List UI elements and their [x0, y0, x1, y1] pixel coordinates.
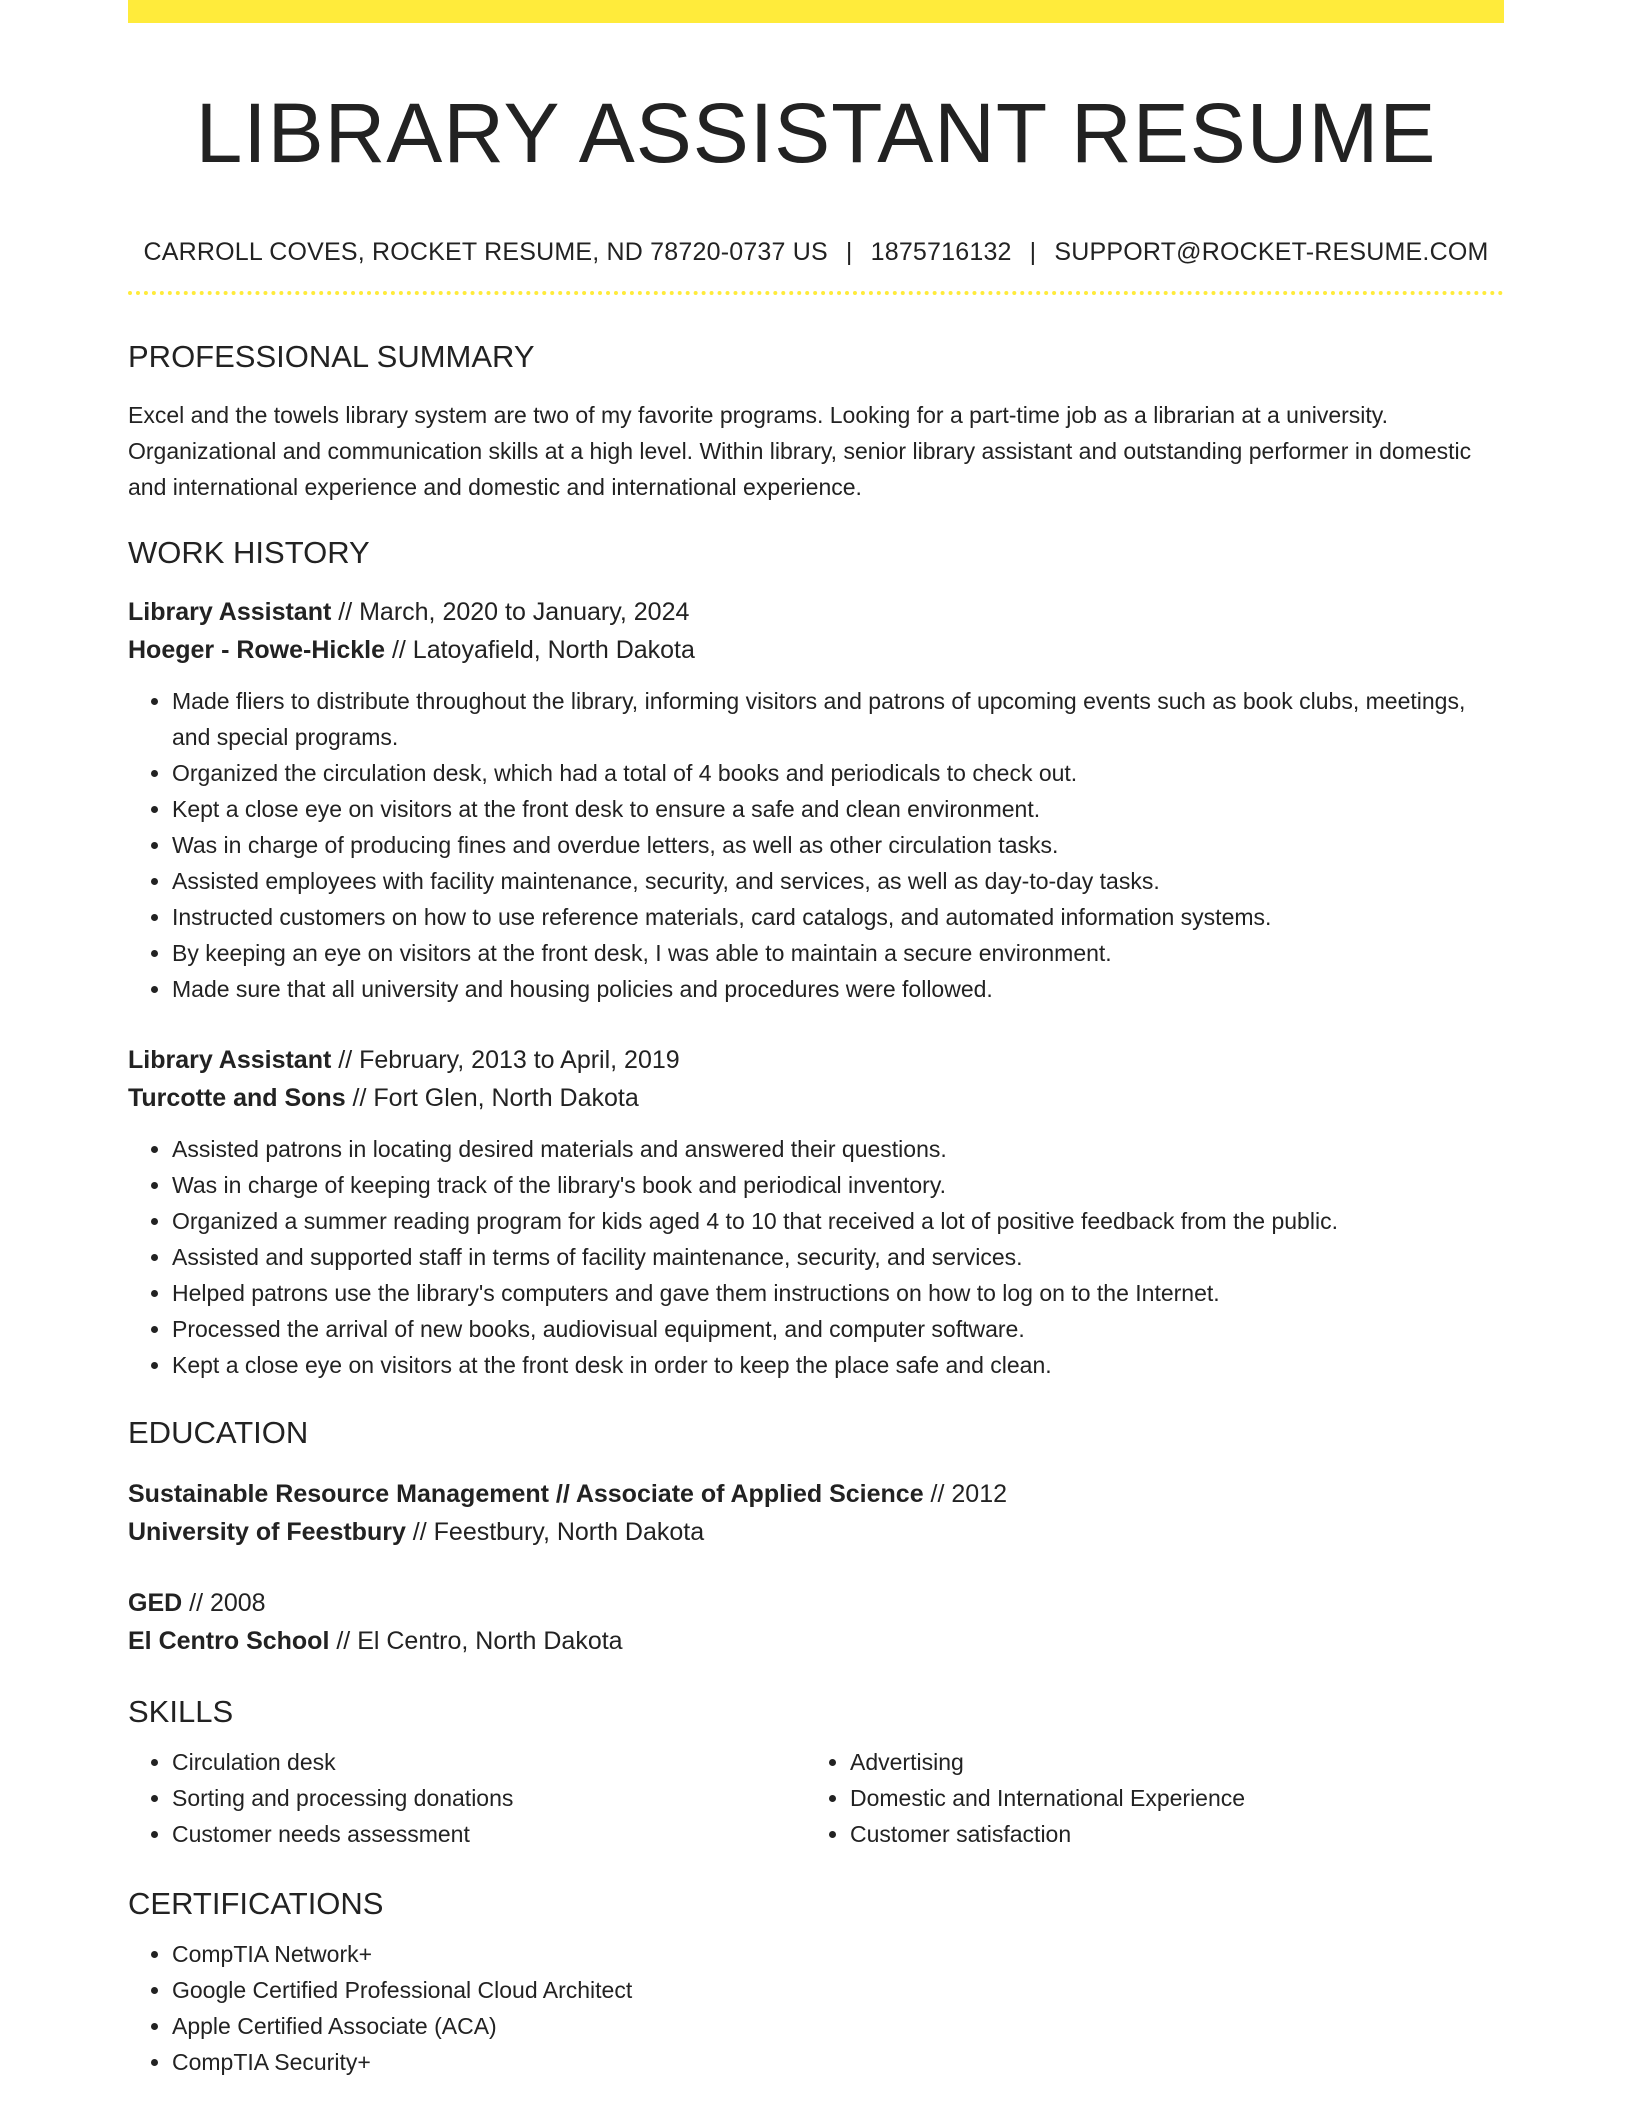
school-line	[128, 1622, 1504, 1660]
job-entry	[128, 593, 1504, 1007]
accent-top-bar	[128, 0, 1504, 23]
job-company-line	[128, 631, 1504, 669]
list-item: • Assisted patrons in locating desired materials and answered their questions.	[172, 1131, 1504, 1167]
certifications-heading: CERTIFICATIONS	[128, 1886, 384, 1921]
education-entry	[128, 1475, 1504, 1551]
job-location: // Fort Glen, North Dakota	[345, 1084, 639, 1112]
school-name: University of Feestbury	[128, 1518, 406, 1546]
job-location: // Latoyafield, North Dakota	[385, 636, 695, 664]
dotted-divider	[128, 291, 1504, 295]
job-company: Hoeger - Rowe-Hickle	[128, 636, 386, 664]
list-item: • Google Certified Professional Cloud Architect	[172, 1972, 1504, 2008]
contact-line	[128, 237, 1504, 267]
resume-page	[128, 0, 1504, 2080]
skills-list-right	[806, 1744, 1484, 1852]
list-item: • Apple Certified Associate (ACA)	[172, 2008, 1504, 2044]
degree-name: GED	[128, 1589, 183, 1617]
list-item: • Kept a close eye on visitors at the front desk to ensure a safe and clean environment.	[172, 791, 1504, 827]
list-item: • Customer needs assessment	[172, 1816, 806, 1852]
list-item: • Processed the arrival of new books, audiovisual equipment, and computer software.	[172, 1311, 1504, 1347]
education-heading: EDUCATION	[128, 1415, 309, 1450]
school-name: El Centro School	[128, 1627, 330, 1655]
contact-separator: |	[1029, 238, 1037, 266]
job-entry	[128, 1041, 1504, 1383]
degree-year: // 2012	[923, 1480, 1008, 1508]
job-title-line	[128, 593, 1504, 631]
list-item: • Made fliers to distribute throughout the library, informing visitors and patrons of upcoming events such as book clubs, meetings, and special programs.	[172, 683, 1504, 755]
job-company-line	[128, 1079, 1504, 1117]
list-item: • Sorting and processing donations	[172, 1780, 806, 1816]
job-duties-list	[128, 1131, 1504, 1383]
list-item: • Made sure that all university and housing policies and procedures were followed.	[172, 971, 1504, 1007]
job-role: Library Assistant	[128, 598, 332, 626]
work-history-heading: WORK HISTORY	[128, 535, 370, 570]
education-entry	[128, 1584, 1504, 1660]
skills-heading: SKILLS	[128, 1694, 234, 1729]
job-title-line	[128, 1041, 1504, 1079]
degree-year: // 2008	[182, 1589, 266, 1617]
list-item: • Circulation desk	[172, 1744, 806, 1780]
list-item: • CompTIA Network+	[172, 1936, 1504, 1972]
skills-grid	[128, 1744, 1504, 1852]
list-item: • CompTIA Security+	[172, 2044, 1504, 2080]
list-item: • Helped patrons use the library's computers and gave them instructions on how to log on to the Internet.	[172, 1275, 1504, 1311]
school-location: // Feestbury, North Dakota	[405, 1518, 705, 1546]
list-item: • Kept a close eye on visitors at the front desk in order to keep the place safe and clean.	[172, 1347, 1504, 1383]
contact-separator: |	[845, 238, 853, 266]
school-line	[128, 1513, 1504, 1551]
list-item: • Customer satisfaction	[850, 1816, 1484, 1852]
list-item: • Was in charge of keeping track of the library's book and periodical inventory.	[172, 1167, 1504, 1203]
contact-phone: 1875716132	[870, 238, 1012, 266]
summary-text: Excel and the towels library system are two of my favorite programs. Looking for a part-time job as a librarian at a university. Organizational and communication skills at a high level. Within library, senior library assistant and outstanding performer in domestic and international experience and domestic and international experience.	[128, 402, 1472, 500]
resume-title: LIBRARY ASSISTANT RESUME	[195, 86, 1437, 180]
list-item: • Organized a summer reading program for kids aged 4 to 10 that received a lot of positive feedback from the public.	[172, 1203, 1504, 1239]
contact-email: SUPPORT@ROCKET-RESUME.COM	[1054, 238, 1489, 266]
job-duties-list	[128, 683, 1504, 1007]
list-item: • Assisted employees with facility maintenance, security, and services, as well as day-to-day tasks.	[172, 863, 1504, 899]
list-item: • Organized the circulation desk, which had a total of 4 books and periodicals to check out.	[172, 755, 1504, 791]
school-location: // El Centro, North Dakota	[329, 1627, 623, 1655]
degree-line	[128, 1475, 1504, 1513]
contact-address: CARROLL COVES, ROCKET RESUME, ND 78720-0737 US	[143, 238, 828, 266]
degree-name: Sustainable Resource Management // Associate of Applied Science	[128, 1480, 924, 1508]
certifications-list	[128, 1936, 1504, 2080]
job-company: Turcotte and Sons	[128, 1084, 346, 1112]
list-item: • Instructed customers on how to use reference materials, card catalogs, and automated information systems.	[172, 899, 1504, 935]
list-item: • By keeping an eye on visitors at the front desk, I was able to maintain a secure environment.	[172, 935, 1504, 971]
list-item: • Domestic and International Experience	[850, 1780, 1484, 1816]
job-dates: // February, 2013 to April, 2019	[331, 1046, 680, 1074]
job-role: Library Assistant	[128, 1046, 332, 1074]
skills-list-left	[128, 1744, 806, 1852]
list-item: • Assisted and supported staff in terms of facility maintenance, security, and services.	[172, 1239, 1504, 1275]
list-item: • Was in charge of producing fines and overdue letters, as well as other circulation tasks.	[172, 827, 1504, 863]
job-dates: // March, 2020 to January, 2024	[331, 598, 690, 626]
degree-line	[128, 1584, 1504, 1622]
summary-heading: PROFESSIONAL SUMMARY	[128, 339, 535, 374]
list-item: • Advertising	[850, 1744, 1484, 1780]
